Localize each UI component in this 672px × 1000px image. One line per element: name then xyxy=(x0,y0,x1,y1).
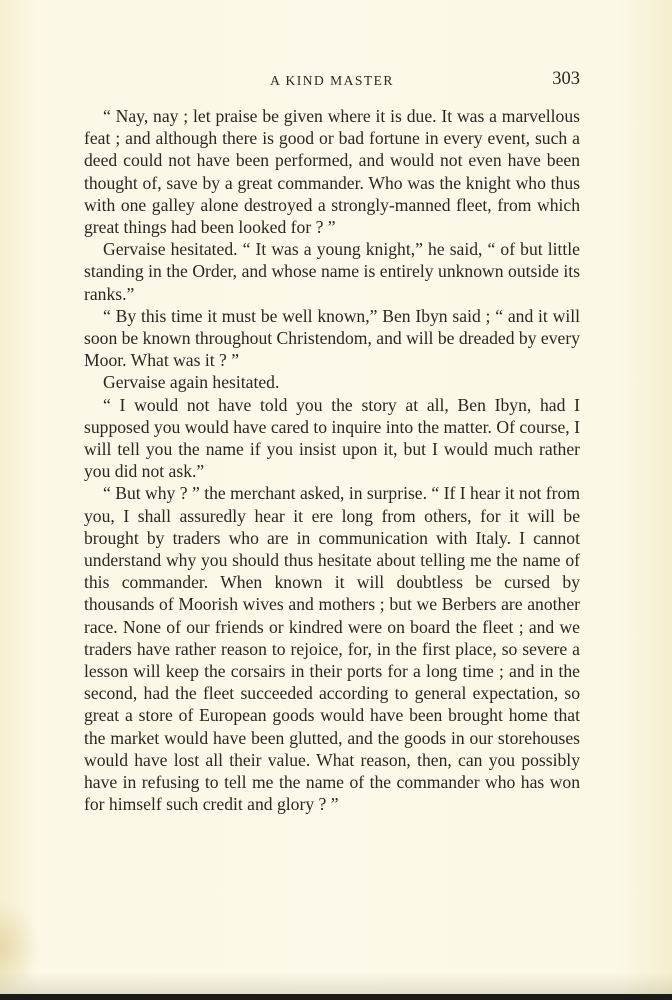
paragraph: “ I would not have told you the story at all, Ben Ibyn, had I supposed you would have cared to inquire into the matter. Of course, I will tell you the name if you insist upon it, but I would much rather you did not ask.” xyxy=(84,394,580,482)
paragraph: “ By this time it must be well known,” Ben Ibyn said ; “ and it will soon be known throughout Christendom, and will be dreaded by every Moor. What was it ? ” xyxy=(84,305,580,371)
bottom-edge xyxy=(0,994,672,1000)
paragraph: “ Nay, nay ; let praise be given where it is due. It was a marvellous feat ; and although there is good or bad fortune in every event, such a deed could not have been performed, and would not even have been thought of, save by a great commander. Who was the knight who thus with one galley alone destroyed a strongly-manned fleet, from which great things had been looked for ? ” xyxy=(84,106,580,238)
paragraph: Gervaise again hesitated. xyxy=(103,372,280,393)
running-head xyxy=(84,68,580,94)
running-title: A KIND MASTER xyxy=(270,73,394,88)
paragraph: Gervaise hesitated. “ It was a young knight,” he said, “ of but little standing in the Order, and whose name is entirely unknown outside its ranks.” xyxy=(84,239,580,304)
paragraph: “ But why ? ” the merchant asked, in surprise. “ If I hear it not from you, I shall assuredly hear it ere long from others, for it will be brought by traders who are in communication with Italy. I cannot understand why you should thus hesitate about telling me the name of this commander. When known it will doubtless be cursed by thousands of Moorish wives and mothers ; but we Berbers are another race. None of our friends or kindred were on board the fleet ; and we traders have rather reason to rejoice, for, in the first place, so severe a lesson will keep the corsairs in their ports for a long time ; and in the second, had the fleet succeeded according to general expectation, so great a store of European goods would have been brought home that the market would have been glutted, and the goods in our storehouses would have lost all their value. What reason, then, can you possibly have in refusing to tell me the name of the commander who has won for himself such credit and glory ? ” xyxy=(84,483,580,815)
page-number: 303 xyxy=(552,69,580,89)
bottom-shadow xyxy=(0,972,672,994)
body-text xyxy=(84,105,580,816)
